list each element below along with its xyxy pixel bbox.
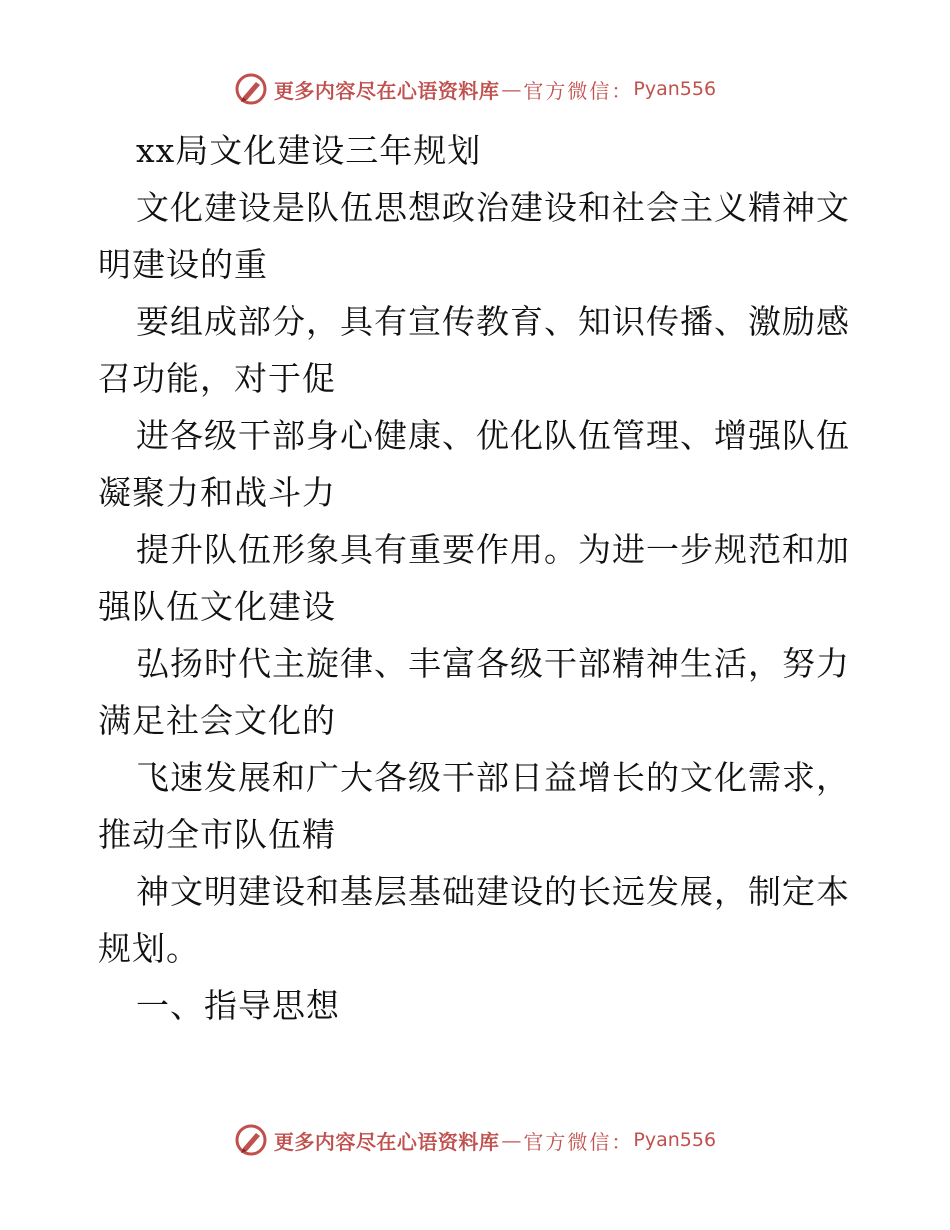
paragraph-line: 提升队伍形象具有重要作用。为进一步规范和加	[136, 530, 850, 569]
document-title: xx局文化建设三年规划	[136, 131, 482, 170]
footer-watermark	[0, 1123, 950, 1157]
paragraph-line: 规划。	[98, 929, 200, 968]
paragraph-line: 凝聚力和战斗力	[98, 473, 336, 512]
footer-dash: —	[501, 1128, 522, 1152]
header-wechat-label: 官方微信：	[523, 78, 634, 103]
pen-logo-icon	[234, 72, 268, 106]
paragraph-line: 文化建设是队伍思想政治建设和社会主义精神文	[136, 188, 850, 227]
paragraph-line: 弘扬时代主旋律、丰富各级干部精神生活，努力	[136, 644, 850, 683]
footer-wechat-id: Pyan556	[633, 1129, 717, 1151]
paragraph-line: 满足社会文化的	[98, 701, 336, 740]
paragraph-line: 进各级干部身心健康、优化队伍管理、增强队伍	[136, 416, 850, 455]
section-heading: 一、指导思想	[136, 986, 340, 1025]
header-watermark	[0, 72, 950, 106]
paragraph-line: 要组成部分，具有宣传教育、知识传播、激励感	[136, 302, 850, 341]
paragraph-line: 强队伍文化建设	[98, 587, 336, 626]
paragraph-line: 召功能，对于促	[98, 359, 336, 398]
footer-brand-text: 更多内容尽在心语资料库	[273, 1129, 500, 1154]
paragraph-line: 神文明建设和基层基础建设的长远发展，制定本	[136, 872, 850, 911]
document-body	[98, 122, 858, 1034]
pen-logo-icon	[234, 1123, 268, 1157]
header-wechat-id: Pyan556	[633, 78, 717, 100]
paragraph-line: 明建设的重	[98, 245, 268, 284]
header-brand-text: 更多内容尽在心语资料库	[273, 78, 500, 103]
paragraph-line: 推动全市队伍精	[98, 815, 336, 854]
paragraph-line: 飞速发展和广大各级干部日益增长的文化需求，	[136, 758, 850, 797]
header-dash: —	[501, 77, 522, 101]
footer-wechat-label: 官方微信：	[523, 1129, 634, 1154]
